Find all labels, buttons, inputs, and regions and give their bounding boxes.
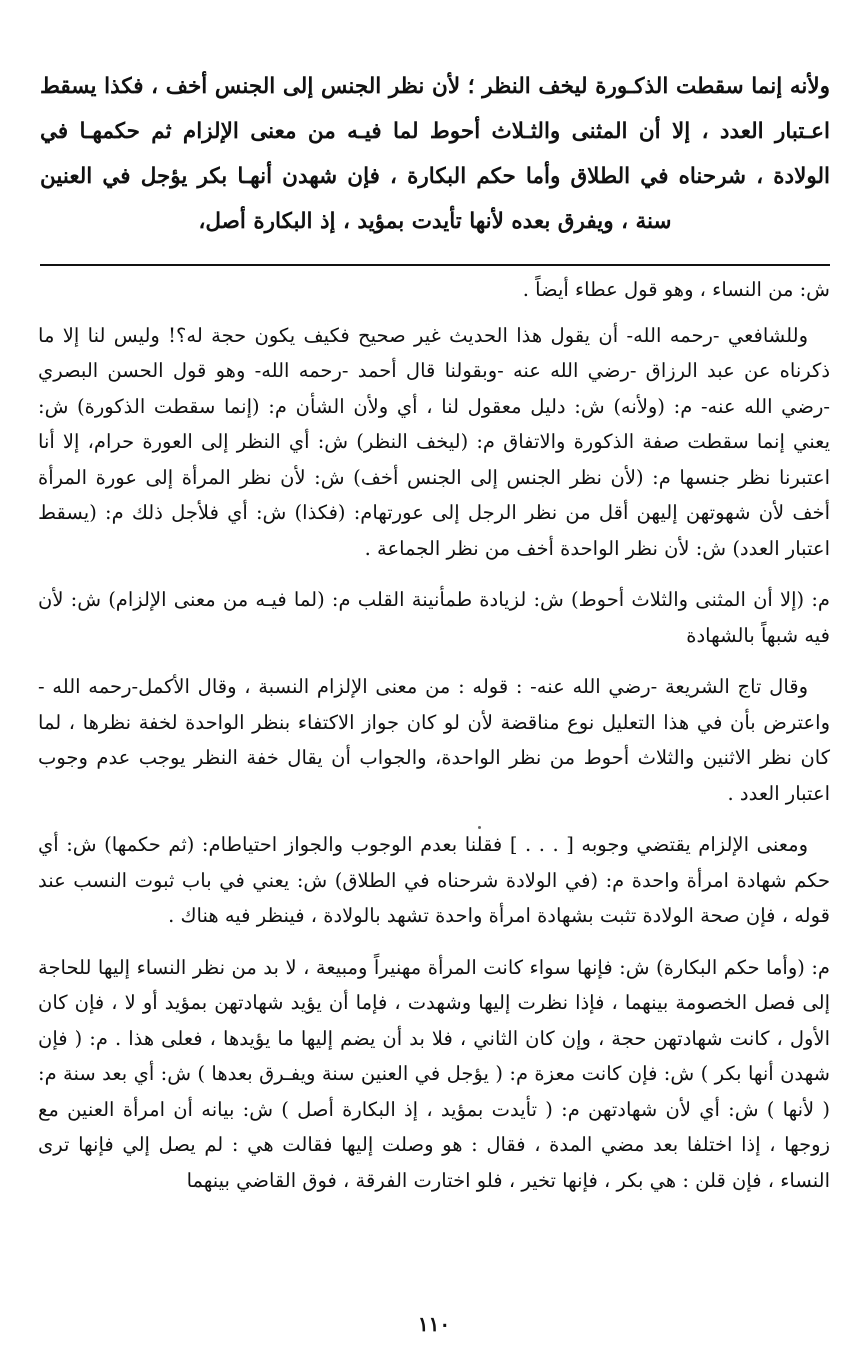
scan-speck [478,826,481,829]
commentary-paragraph-1: ش: من النساء ، وهو قول عطاء أيضاً . [522,278,830,301]
section-divider [40,264,830,266]
commentary-block [38,272,830,1214]
commentary-paragraph-3: م: (إلا أن المثنى والثلاث أحوط) ش: لزيادة طمأنينة القلب م: (لما فيـه من معنى الإلزام) ش: لأن فيه شبهاً بالشهادة [38,588,830,647]
main-text-paragraph: ولأنه إنما سقطت الذكـورة ليخف النظر ؛ لأن نظر الجنس إلى الجنس أخف ، فكذا يسقط اعـتبار العدد ، إلا أن المثنى والثـلاث أحوط لما فيـه من معنى الإلزام ثم حكمهـا في الولادة ، شرحناه في الطلاق وأما حكم البكارة ، فإن شهدن أنهـا بكر يؤجل في العنين سنة ، ويفرق بعده لأنها تأيدت بمؤيد ، إذ البكارة أصل، [40,74,830,234]
main-text-block [40,64,830,244]
page-number: ١١٠ [417,1312,451,1336]
commentary-paragraph-6: م: (وأما حكم البكارة) ش: فإنها سواء كانت المرأة مهنيراً ومبيعة ، لا بد من نظر النساء إليها للحاجة إلى فصل الخصومة بينهما ، فإذا نظرت إليها وشهدت ، فإما أن يؤيد شهادتهن بمؤيد أو لا ، فإن كان الأول ، كانت شهادتهن حجة ، وإن كان الثاني ، فلا بد أن يضم إليها ما يؤيدها ، فعلى هذا . م: ( فإن شهدن أنها بكر ) ش: فإن كانت معزة م: ( يؤجل في العنين سنة ويفـرق بعدها ) ش: أي بعد سنة م: ( لأنها ) ش: أي لأن شهادتهن م: ( تأيدت بمؤيد ، إذ البكارة أصل ) ش: بيانه أن امرأة العنين مع زوجها ، إذا اختلفا بعد مضي المدة ، فقال : هو وصلت إليها فقالت هي : لم يصل إلي فإنها ترى النساء ، فإن قلن : هي بكر ، فإنها تخير ، فلو اختارت الفرقة ، فوق القاضي بينهما [38,955,830,1192]
commentary-paragraph-4: وقال تاج الشريعة -رضي الله عنه- : قوله : من معنى الإلزام النسبة ، وقال الأكمل-رحمه الله - واعترض بأن في هذا التعليل نوع مناقضة لأن لو كان جواز الاكتفاء بنظر الواحدة لخفة نظرها ، لما كان نظر الاثنين والثلاث أحوط من نظر الواحدة، والجواب أن يقال خفة النظر يوجب عدم وجوب اعتبار العدد . [38,675,830,805]
commentary-paragraph-5: ومعنى الإلزام يقتضي وجوبه [ . . . ] فقلنا بعدم الوجوب والجواز احتياطام: (ثم حكمها) ش: أي حكم شهادة امرأة واحدة م: (في الولادة شرحناه في الطلاق) ش: يعني في باب ثبوت النسب عند قوله ، فإن صحة الولادة تثبت بشهادة امرأة واحدة تشهد بالولادة ، فينظر فيه هناك . [38,833,830,927]
commentary-paragraph-2: وللشافعي -رحمه الله- أن يقول هذا الحديث غير صحيح فكيف يكون حجة له؟! وليس لنا إلا ما ذكرناه عن عبد الرزاق -رضي الله عنه -وبقولنا قال أحمد -رحمه الله- وهو قول الحسن البصري -رضي الله عنه- م: (ولأنه) ش: دليل معقول لنا ، أي ولأن الشأن م: (إنما سقطت الذكورة) ش: يعني إنما سقطت صفة الذكورة والاتفاق م: (ليخف النظر) ش: أي النظر إلى العورة حرام، إلا أنا اعتبرنا نظر جنسها م: (لأن نظر الجنس إلى الجنس أخف) ش: لأن نظر المرأة إلى عورة المرأة أخف لأن شهوتهن إليهن أقل من نظر الرجل إلى عورتهام: (فكذا) ش: أي فلأجل ذلك م: (يسقط اعتبار العدد) ش: لأن نظر الواحدة أخف من نظر الجماعة . [38,323,830,560]
